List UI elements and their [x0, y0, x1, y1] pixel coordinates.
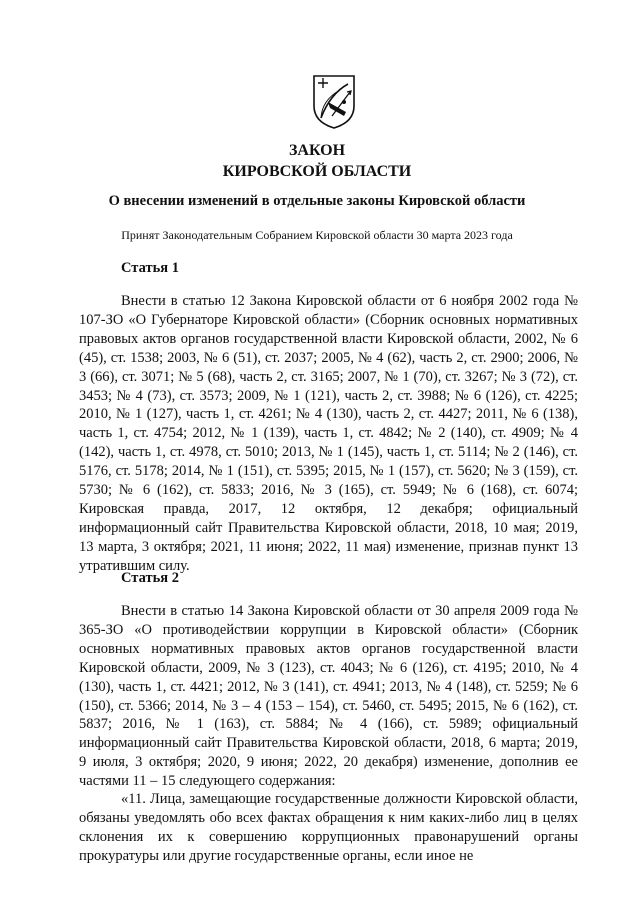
- article2-quote: «11. Лица, замещающие государственные должности Кировской области, обязаны уведомлять обо всех фактах обращения к ним каких-либо лиц в целях склонения их к совершению коррупционных правонарушений органы прокуратуры или другие государственные органы, если иное не: [79, 791, 578, 864]
- law-title-line1: ЗАКОН: [288, 142, 346, 159]
- law-title: [0, 140, 634, 182]
- article1-heading: Статья 1: [121, 260, 179, 276]
- adoption-note: Принят Законодательным Собранием Кировской области 30 марта 2023 года: [121, 228, 513, 242]
- article1-text: Внести в статью 12 Закона Кировской области от 6 ноября 2002 года № 107-ЗО «О Губернаторе Кировской области» (Сборник основных нормативных правовых актов органов государственной власти Кировской области, 2002, № 6 (45), ст. 1538; 2003, № 6 (51), ст. 2037; 2005, № 4 (62), часть 2, ст. 2900; 2006, № 3 (66), ст. 3071; № 5 (68), часть 2, ст. 3165; 2007, № 1 (70), ст. 3267; № 3 (72), ст. 3453; № 4 (73), ст. 3573; 2009, № 1 (121), часть 2, ст. 3988; № 6 (126), ст. 4225; 2010, № 1 (127), часть 1, ст. 4261; № 4 (130), часть 2, ст. 4427; 2011, № 6 (138), часть 1, ст. 4754; 2012, № 1 (139), часть 1, ст. 4842; № 2 (140), ст. 4909; № 4 (142), часть 1, ст. 4978, ст. 5010; 2013, № 1 (145), часть 1, ст. 5114; № 2 (146), ст. 5176, ст. 5178; 2014, № 1 (151), ст. 5395; 2015, № 1 (157), ст. 5620; № 3 (159), ст. 5730; № 6 (162), ст. 5833; 2016, № 3 (165), ст. 5949; № 6 (168), ст. 6074; Кировская правда, 2017, 12 октября, 12 декабря; официальный информационный сайт Правительства Кировской области, 2018, 10 мая; 2019, 13 марта, 3 октября; 2021, 11 июня; 2022, 11 мая) изменение, признав пункт 13 утратившим силу.: [79, 293, 578, 574]
- article2-text: Внести в статью 14 Закона Кировской области от 30 апреля 2009 года № 365-ЗО «О противодействии коррупции в Кировской области» (Сборник основных нормативных правовых актов органов государственной власти Кировской области, 2009, № 3 (123), ст. 4043; № 6 (126), ст. 4195; 2010, № 4 (130), часть 1, ст. 4421; 2012, № 3 (141), ст. 4941; 2013, № 4 (148), ст. 5259; № 6 (150), ст. 5366; 2014, № 3 – 4 (153 – 154), ст. 5460, ст. 5495; 2015, № 6 (162), ст. 5837; 2016, № 1 (163), ст. 5884; № 4 (166), ст. 5989; официальный информационный сайт Правительства Кировской области, 2018, 6 марта; 2019, 9 июля, 3 октября; 2020, 9 июня; 2022, 20 декабря) изменение, дополнив ее частями 11 – 15 следующего содержания:: [79, 603, 578, 790]
- coat-of-arms-icon: [310, 72, 358, 130]
- law-subtitle: О внесении изменений в отдельные законы Кировской области: [108, 193, 526, 209]
- law-title-line2: КИРОВСКОЙ ОБЛАСТИ: [222, 163, 412, 180]
- article2-heading: Статья 2: [121, 570, 179, 586]
